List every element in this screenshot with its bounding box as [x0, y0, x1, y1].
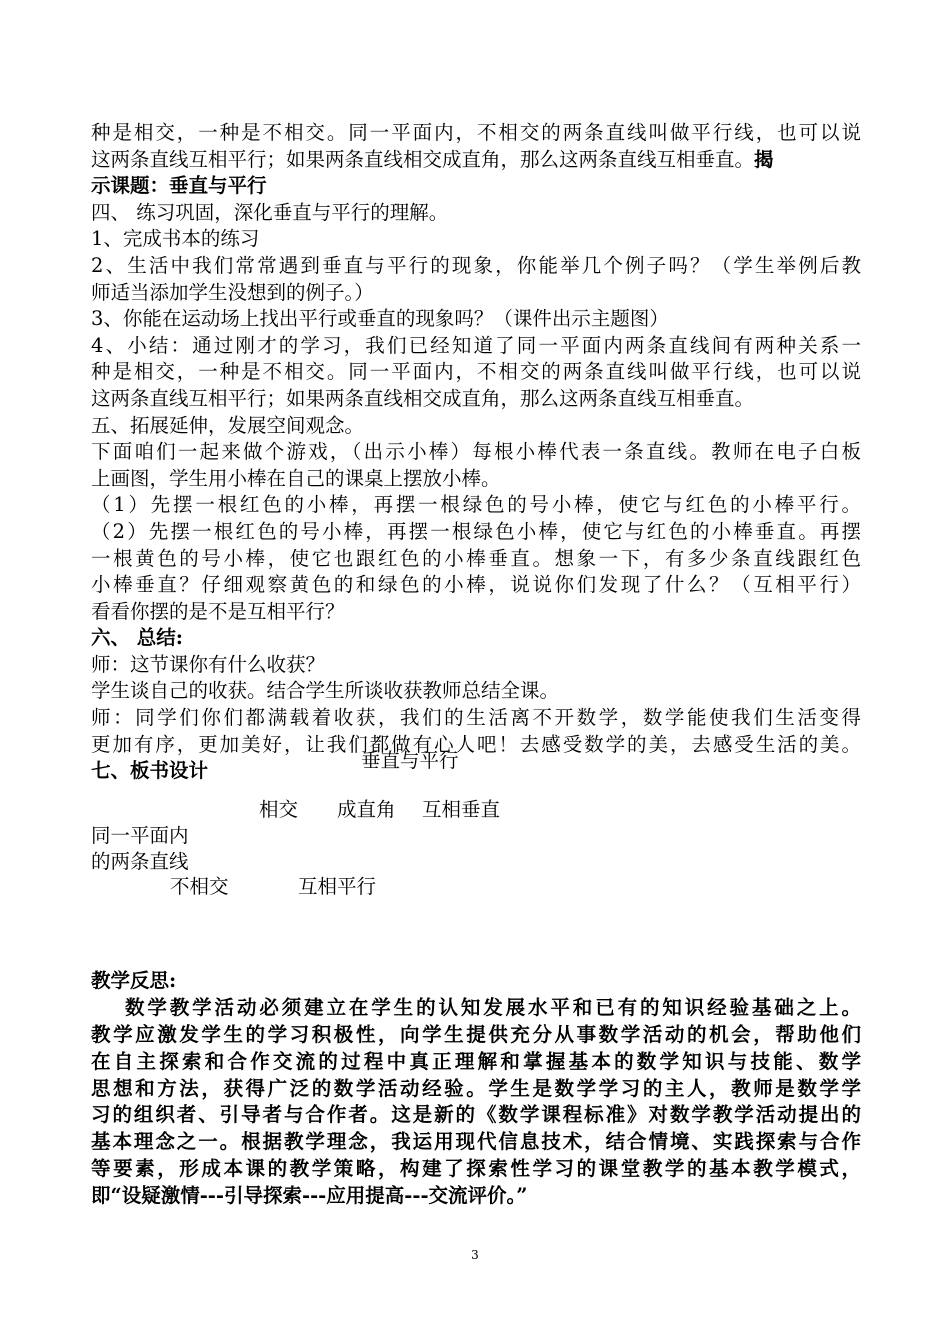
text-segment: 一根黄色的号小棒，使它也跟红色的小棒垂直。想象一下，有多少条直线跟红色 — [91, 546, 861, 570]
reflection-line: 即“设疑激情---引导探索---应用提高---交流评价。” — [91, 1184, 528, 1208]
text-segment: 这两条直线互相平行；如果两条直线相交成直角，那么这两条直线互相垂直。 — [91, 147, 755, 171]
text-segment: 上画图，学生用小棒在自己的课桌上摆放小棒。 — [91, 466, 501, 490]
text-segment: 1、完成书本的练习 — [91, 227, 260, 251]
reflection-line: 等要素，形成本课的教学策略，构建了探索性学习的课堂教学的基本教学模式， — [91, 1157, 861, 1181]
text-line — [91, 492, 861, 519]
reflection-line: 思想和方法，获得广泛的数学活动经验。学生是数学学习的主人，教师是数学学 — [91, 1076, 861, 1100]
text-segment: 四、 练习巩固，深化垂直与平行的理解。 — [91, 200, 449, 224]
text-line — [91, 732, 861, 759]
text-segment: 六、 总结: — [91, 626, 183, 650]
text-line — [91, 413, 861, 440]
text-segment: 师：同学们你们都满载着收获，我们的生活离不开数学，数学能使我们生活变得 — [91, 706, 861, 730]
text-line — [91, 625, 861, 652]
text-segment: 师适当添加学生没想到的例子。） — [91, 280, 374, 304]
text-segment: 种是相交，一种是不相交。同一平面内，不相交的两条直线叫做平行线，也可以说 — [91, 360, 861, 384]
reflection-heading: 教学反思: — [91, 969, 177, 992]
text-line — [91, 652, 861, 679]
reflection-line: 教学应激发学生的学习积极性，向学生提供充分从事数学活动的机会，帮助他们 — [91, 1022, 861, 1046]
lesson-body — [91, 120, 861, 785]
board-perpendicular: 互相垂直 — [422, 798, 501, 821]
board-not-intersect: 不相交 — [170, 875, 229, 898]
text-line — [91, 120, 861, 147]
text-segment: 小棒垂直？仔细观察黄色的和绿色的小棒，说说你们发现了什么？（互相平行） — [91, 573, 861, 597]
text-line — [91, 147, 861, 174]
text-line — [91, 359, 861, 386]
text-line — [91, 705, 861, 732]
page-number: 3 — [471, 1248, 479, 1262]
text-segment: 4、小结：通过刚才的学习，我们已经知道了同一平面内两条直线间有两种关系一 — [91, 333, 861, 357]
text-line — [91, 599, 861, 626]
reflection-line: 习的组织者、引导者与合作者。这是新的《数学课程标准》对数学教学活动提出的 — [91, 1103, 861, 1127]
text-segment: 师：这节课你有什么收获？ — [91, 652, 326, 676]
text-segment: 这两条直线互相平行；如果两条直线相交成直角，那么这两条直线互相垂直。 — [91, 386, 755, 410]
reflection-line: 基本理念之一。根据教学理念，我运用现代信息技术，结合情境、实践探索与合作 — [91, 1130, 861, 1154]
board-title: 垂直与平行 — [361, 749, 459, 772]
text-line — [91, 466, 861, 493]
text-segment: （1）先摆一根红色的小棒，再摆一根绿色的号小棒，使它与红色的小棒平行。 — [91, 493, 861, 517]
text-line — [91, 226, 861, 253]
text-segment: 下面咱们一起来做个游戏，（出示小棒）每根小棒代表一条直线。教师在电子白板 — [91, 440, 861, 464]
text-segment: 五、拓展延伸，发展空间观念。 — [91, 413, 365, 437]
board-two-lines: 的两条直线 — [91, 850, 189, 873]
text-segment: 种是相交，一种是不相交。同一平面内，不相交的两条直线叫做平行线，也可以说 — [91, 121, 861, 144]
text-line — [91, 280, 861, 307]
board-right-angle: 成直角 — [337, 798, 396, 821]
reflection-line: 数学教学活动必须建立在学生的认知发展水平和已有的知识经验基础之上。 — [125, 995, 861, 1019]
text-line — [91, 306, 861, 333]
text-segment: 揭 — [754, 147, 774, 171]
text-line — [91, 758, 861, 785]
text-line — [91, 386, 861, 413]
text-segment: 2、生活中我们常常遇到垂直与平行的现象，你能举几个例子吗？（学生举例后教 — [91, 253, 861, 277]
text-line — [91, 519, 861, 546]
reflection-section — [91, 968, 861, 1210]
board-intersect: 相交 — [259, 798, 299, 821]
text-line — [91, 200, 861, 227]
text-line — [91, 678, 861, 705]
text-line — [91, 439, 861, 466]
text-segment: 看看你摆的是不是互相平行？ — [91, 599, 345, 623]
text-line — [91, 173, 861, 200]
board-parallel: 互相平行 — [298, 875, 377, 898]
reflection-line: 在自主探索和合作交流的过程中真正理解和掌握基本的数学知识与技能、数学 — [91, 1049, 861, 1073]
text-line — [91, 572, 861, 599]
text-line — [91, 333, 861, 360]
text-segment: 3、你能在运动场上找出平行或垂直的现象吗？（课件出示主题图） — [91, 307, 669, 331]
board-same-plane: 同一平面内 — [91, 824, 189, 847]
text-segment: 示课题：垂直与平行 — [91, 174, 267, 198]
text-segment: 更加有序，更加美好，让我们都做有心人吧！去感受数学的美，去感受生活的美。 — [91, 732, 861, 756]
text-segment: （2）先摆一根红色的号小棒，再摆一根绿色小棒，使它与红色的小棒垂直。再摆 — [91, 519, 861, 543]
text-line — [91, 253, 861, 280]
text-segment: 学生谈自己的收获。结合学生所谈收获教师总结全课。 — [91, 679, 560, 703]
text-line — [91, 546, 861, 573]
text-segment: 七、板书设计 — [91, 759, 209, 783]
